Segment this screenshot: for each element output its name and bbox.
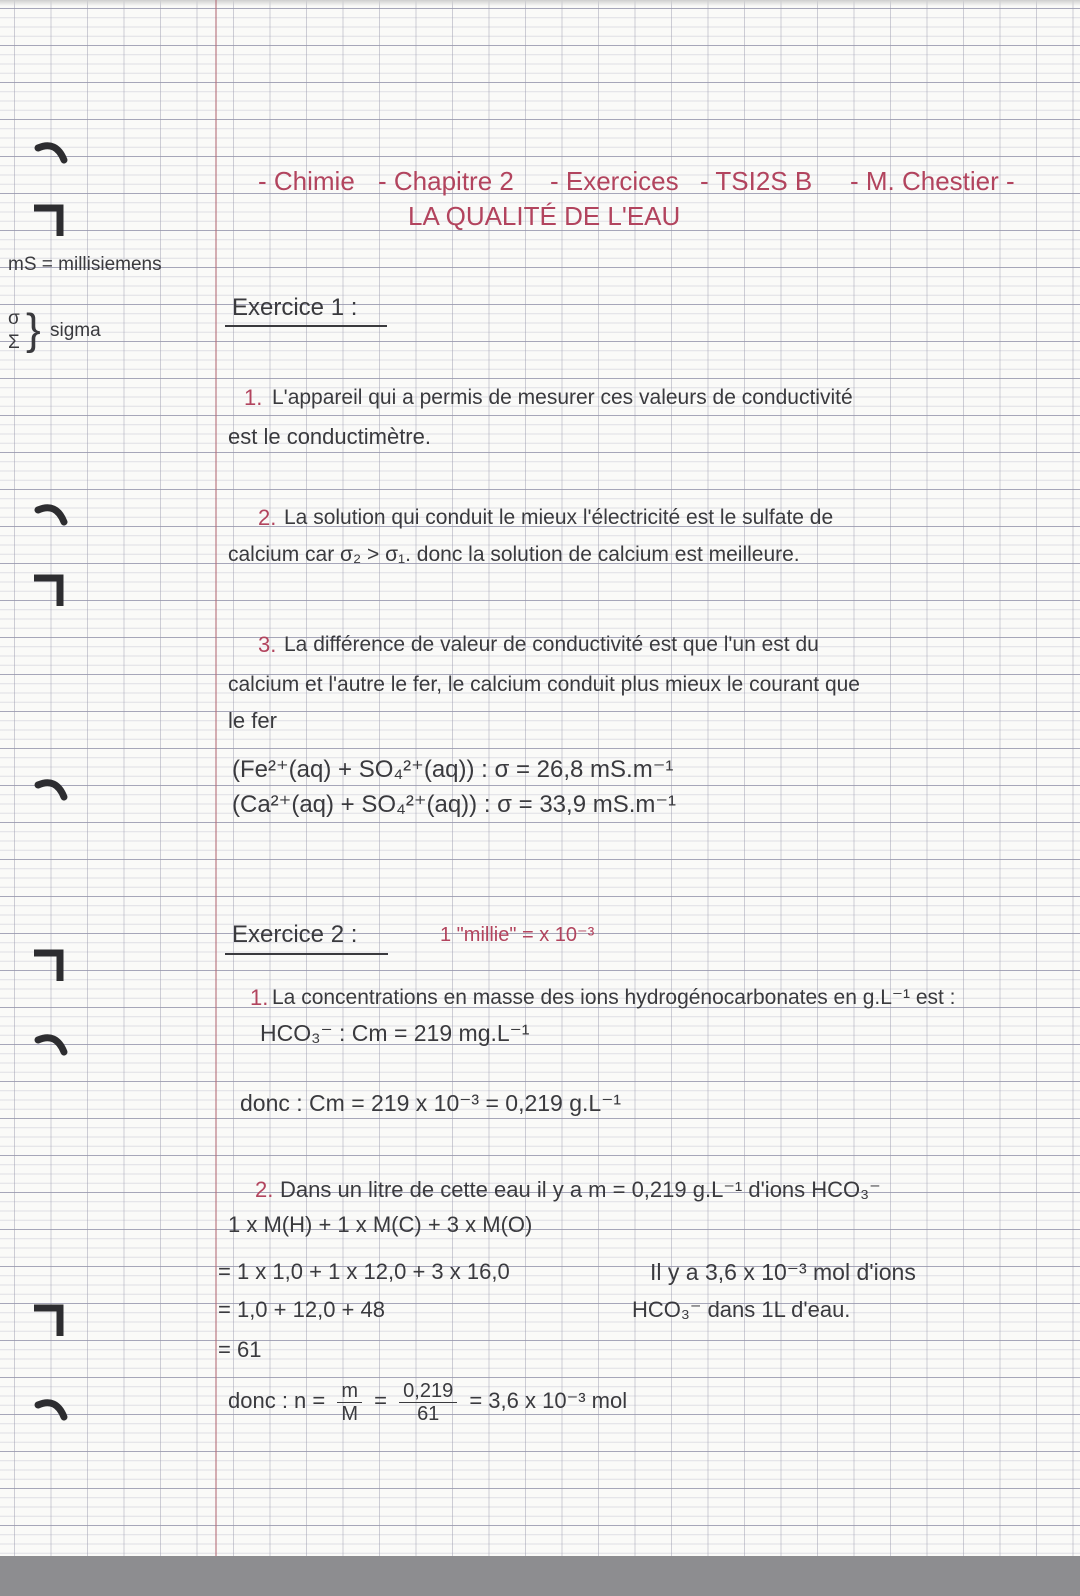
ex1-q2-number: 2. [258,505,277,530]
ex2-q1-number: 1. [250,985,269,1010]
result: = 3,6 x 10⁻³ mol [469,1388,628,1413]
fraction-values [399,1380,457,1425]
header-type: - Exercices [550,166,679,196]
binder-hole-icon [30,775,74,815]
numerator: m [337,1380,362,1403]
denominator: 61 [417,1402,440,1425]
binder-hole-icon [30,1030,74,1070]
ex1-equation-iron: (Fe²⁺(aq) + SO₄²⁺(aq)) : σ = 26,8 mS.m⁻¹ [232,756,674,783]
ex1-q3-line: La différence de valeur de conductivité est que l'un est du [284,633,819,656]
background-surface [0,1556,1080,1596]
exercise2-underline [225,953,388,955]
ex2-milli-note: 1 "millie" = x 10⁻³ [440,924,595,946]
fraction-m-over-M [337,1380,362,1425]
page-edge [0,0,1080,6]
margin-note-sigma-lower: σ [8,308,20,329]
ex1-q1-line: est le conductimètre. [228,424,431,449]
ex1-q1-line: L'appareil qui a permis de mesurer ces valeurs de conductivité [272,386,853,409]
margin-note-millisiemens: mS = millisiemens [8,254,162,275]
binder-hole-icon [30,500,74,540]
ex2-q1-line: donc : Cm = 219 x 10⁻³ = 0,219 g.L⁻¹ [240,1090,621,1116]
ex2-conclusion-line: Il y a 3,6 x 10⁻³ mol d'ions [650,1259,916,1285]
page-title: LA QUALITÉ DE L'EAU [408,201,681,231]
binder-ring-icon [30,570,74,610]
exercise2-heading: Exercice 2 : [232,921,358,948]
exercise1-underline [225,325,387,327]
margin-note-sigma-label: sigma [50,320,101,341]
ex1-q2-line: La solution qui conduit le mieux l'électricité est le sulfate de [284,506,834,529]
header-teacher: - M. Chestier - [850,166,1015,196]
ex2-q2-line: = 1,0 + 12,0 + 48 [218,1297,385,1322]
exercise1-heading: Exercice 1 : [232,294,358,321]
ex1-q3-line: calcium et l'autre le fer, le calcium conduit plus mieux le courant que [228,673,860,696]
header-chapter: - Chapitre 2 [378,166,514,196]
ex2-q2-line: 1 x M(H) + 1 x M(C) + 3 x M(O) [228,1212,533,1237]
binder-ring-icon [30,200,74,240]
ex1-q3-line: le fer [228,708,277,733]
ex2-q2-line: Dans un litre de cette eau il y a m = 0,219 g.L⁻¹ d'ions HCO₃⁻ [280,1177,881,1202]
ex2-conclusion-line: HCO₃⁻ dans 1L d'eau. [632,1297,851,1322]
header-subject: - Chimie [258,166,355,196]
binder-hole-icon [30,1395,74,1435]
header-class: - TSI2S B [700,166,813,196]
margin-line [215,0,217,1560]
margin-note-brace: } [26,305,41,354]
binder-ring-icon [30,945,74,985]
ex2-mole-calculation [228,1376,627,1426]
binder-hole-icon [30,138,74,178]
equals-sign: = [374,1388,388,1413]
binder-ring-icon [30,1300,74,1340]
ex2-q2-number: 2. [255,1177,274,1202]
donc-label: donc : n = [228,1388,326,1413]
denominator: M [341,1402,359,1425]
ex1-q1-number: 1. [244,385,263,410]
ex2-q2-line: = 1 x 1,0 + 1 x 12,0 + 3 x 16,0 [218,1259,510,1284]
ex1-equation-calcium: (Ca²⁺(aq) + SO₄²⁺(aq)) : σ = 33,9 mS.m⁻¹ [232,791,677,818]
ex1-q2-line: calcium car σ₂ > σ₁. donc la solution de calcium est meilleure. [228,543,800,566]
ex1-q3-number: 3. [258,632,277,657]
ex2-q2-line: = 61 [218,1337,262,1362]
ex2-q1-line: La concentrations en masse des ions hydrogénocarbonates en g.L⁻¹ est : [272,986,956,1009]
margin-note-sigma-upper: Σ [8,332,20,353]
numerator: 0,219 [399,1380,457,1403]
ex2-q1-line: HCO₃⁻ : Cm = 219 mg.L⁻¹ [260,1020,530,1046]
